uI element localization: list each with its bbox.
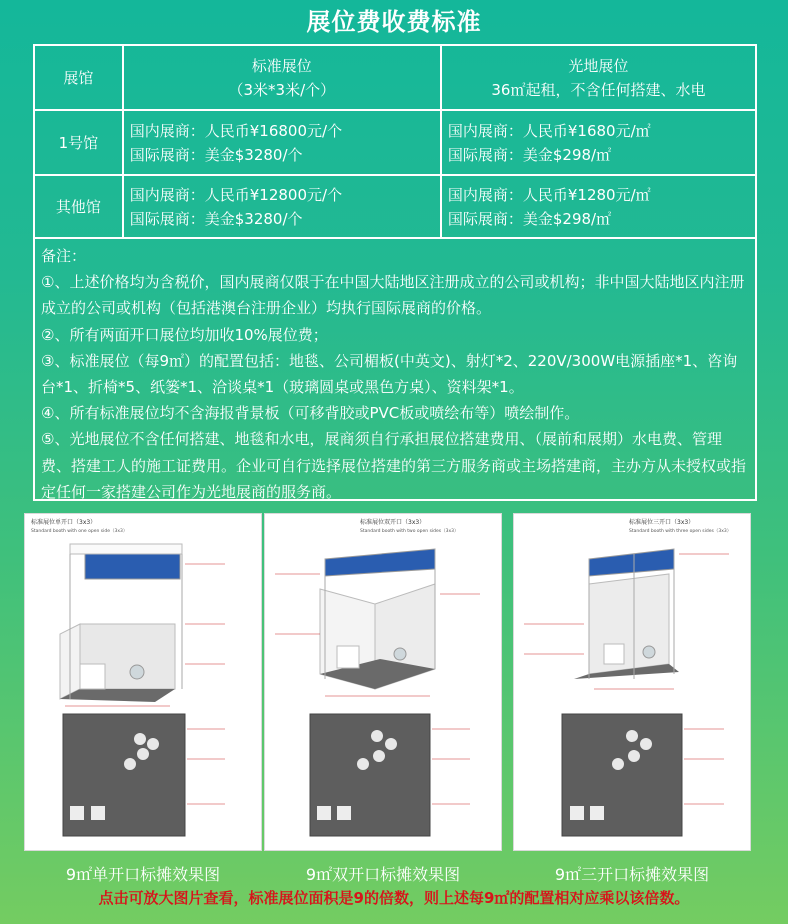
- hall-label: 其他馆: [55, 197, 101, 216]
- note-item: ②、所有两面开口展位均加收10%展位费；: [41, 325, 328, 344]
- header-raw-note: 36㎡起租，不含任何搭建、水电: [491, 80, 706, 99]
- header-standard-booth: [123, 45, 441, 110]
- domestic-price: 国内展商：人民币¥1680元/㎡: [447, 121, 651, 140]
- image-caption: 9㎡双开口标摊效果图: [305, 865, 461, 884]
- footer-note: 点击可放大图片查看，标准展位面积是9的倍数，则上述每9㎡的配置相对应乘以该倍数。: [98, 889, 690, 907]
- table-row: [34, 110, 756, 175]
- header-hall: [34, 45, 123, 110]
- standard-price-cell: [123, 175, 441, 238]
- international-price: 国际展商：美金$3280/个: [129, 145, 303, 164]
- domestic-price: 国内展商：人民币¥16800元/个: [129, 121, 343, 140]
- hall-name: [34, 175, 123, 238]
- diagram-heading: 标准展位单开口（3x3）: [31, 519, 97, 526]
- note-item: ④、所有标准展位均不含海报背景板（可移背胶或PVC板或喷绘布等）喷绘制作。: [41, 404, 580, 423]
- booth-image-one-side[interactable]: [24, 513, 262, 851]
- booth-two-side-diagram-icon: [265, 514, 503, 852]
- header-standard-title: 标准展位: [251, 56, 312, 75]
- header-hall-label: 展馆: [63, 68, 94, 87]
- diagram-subheading: Standard booth with three open sides（3x3）: [629, 529, 732, 534]
- domestic-price: 国内展商：人民币¥12800元/个: [129, 185, 343, 204]
- note-item: ③、标准展位（每9㎡）的配置包括：地毯、公司楣板(中英文)、射灯*2、220V/300W电源插座*1、咨询台*1、折椅*5、纸篓*1、洽谈桌*1（玻璃圆桌或黑色方桌）、资料架*1。: [41, 351, 738, 397]
- diagram-heading: 标准展位双开口（3x3）: [360, 519, 426, 526]
- header-raw-title: 光地展位: [568, 56, 629, 75]
- header-standard-size: （3米*3米/个）: [228, 80, 336, 99]
- note-item: ①、上述价格均为含税价，国内展商仅限于在中国大陆地区注册成立的公司或机构；非中国大陆地区内注册成立的公司或机构（包括港澳台注册企业）均执行国际展商的价格。: [41, 273, 745, 318]
- standard-price-cell: [123, 110, 441, 175]
- domestic-price: 国内展商：人民币¥1280元/㎡: [447, 185, 651, 204]
- note-item: ⑤、光地展位不含任何搭建、地毯和水电，展商须自行承担展位搭建费用、（展前和展期）水电费、管理费、搭建工人的施工证费用。企业可自行选择展位搭建的第三方服务商或主场搭建商，主办方从未授权或指定任何一家搭建公司作为光地展商的服务商。: [41, 430, 747, 501]
- international-price: 国际展商：美金$3280/个: [129, 209, 303, 228]
- hall-label: 1号馆: [58, 133, 99, 152]
- booth-image-three-side[interactable]: [513, 513, 751, 851]
- booth-images: [0, 513, 788, 853]
- diagram-subheading: Standard booth with one open side（3x3）: [31, 529, 128, 534]
- booth-image-two-side[interactable]: [264, 513, 502, 851]
- raw-price-cell: [441, 110, 756, 175]
- international-price: 国际展商：美金$298/㎡: [447, 209, 612, 228]
- booth-one-side-diagram-icon: [25, 514, 263, 852]
- notes-box: [33, 235, 757, 501]
- page-title: 展位费收费标准: [306, 8, 482, 36]
- international-price: 国际展商：美金$298/㎡: [447, 145, 612, 164]
- table-header-row: [34, 45, 756, 110]
- diagram-heading: 标准展位三开口（3x3）: [629, 519, 695, 526]
- image-caption: 9㎡单开口标摊效果图: [65, 865, 221, 884]
- image-caption: 9㎡三开口标摊效果图: [554, 865, 710, 884]
- notes-heading: 备注：: [41, 247, 87, 265]
- header-raw-space: [441, 45, 756, 110]
- fee-table: [33, 44, 757, 239]
- booth-three-side-diagram-icon: [514, 514, 752, 852]
- diagram-subheading: Standard booth with two open sides（3x3）: [360, 529, 459, 534]
- hall-name: [34, 110, 123, 175]
- table-row: [34, 175, 756, 238]
- raw-price-cell: [441, 175, 756, 238]
